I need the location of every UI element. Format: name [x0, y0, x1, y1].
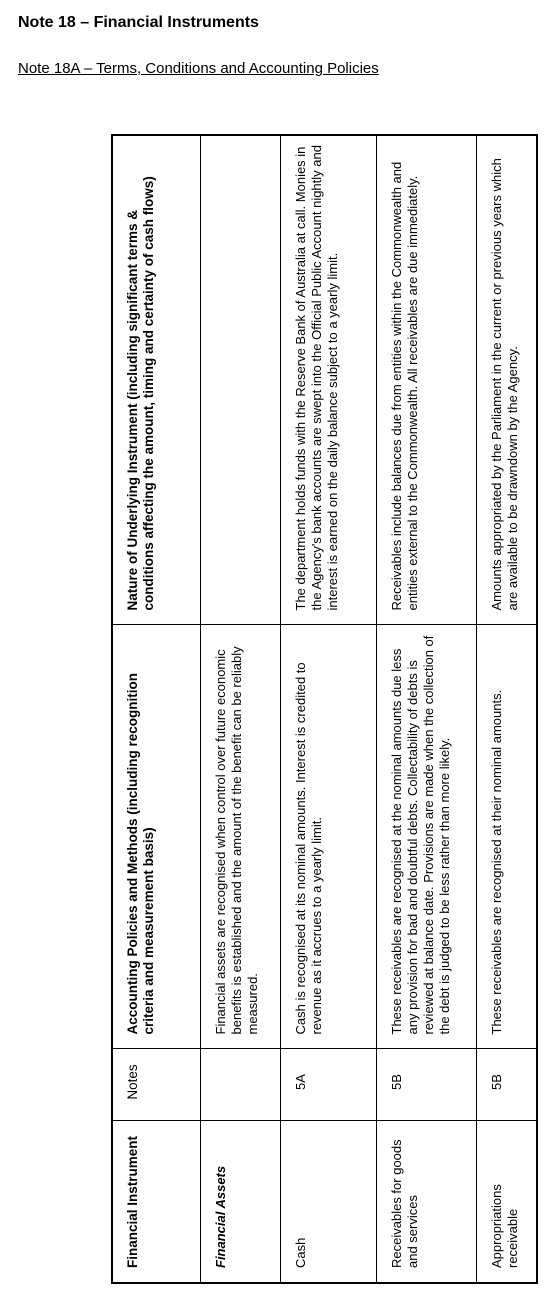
nature-cell: Receivables include balances due from entities within the Commonwealth and entities external to the Commonwealth. All receivables are due immediately. — [376, 135, 476, 625]
notes-cell: 5B — [376, 1049, 476, 1121]
financial-instruments-table — [111, 134, 538, 1284]
notes-cell: 5B — [476, 1049, 537, 1121]
table-row — [200, 135, 280, 1283]
instrument-cell: Appropriations receivable — [476, 1121, 537, 1283]
table-row — [376, 135, 476, 1283]
header-nature-of-instrument: Nature of Underlying Instrument (including significant terms & conditions affecting the amount, timing and certainty of cash flows) — [112, 135, 200, 625]
nature-cell: The department holds funds with the Reserve Bank of Australia at call. Monies in the Agency's bank accounts are swept into the Official Public Account nightly and interest is earned on the daily balance subject to a yearly limit. — [280, 135, 376, 625]
notes-cell — [200, 1049, 280, 1121]
header-financial-instrument: Financial Instrument — [112, 1121, 200, 1283]
financial-instruments-table-container — [111, 136, 536, 1284]
policies-cell: Cash is recognised at its nominal amounts. Interest is credited to revenue as it accrues to a yearly limit. — [280, 625, 376, 1049]
policies-cell: These receivables are recognised at their nominal amounts. — [476, 625, 537, 1049]
page-title: Note 18 – Financial Instruments — [18, 14, 259, 31]
header-notes: Notes — [112, 1049, 200, 1121]
page-subtitle: Note 18A – Terms, Conditions and Accounting Policies — [18, 60, 379, 77]
table-row — [476, 135, 537, 1283]
table-row — [280, 135, 376, 1283]
instrument-cell: Receivables for goods and services — [376, 1121, 476, 1283]
header-accounting-policies: Accounting Policies and Methods (including recognition criteria and measurement basis) — [112, 625, 200, 1049]
policies-cell: Financial assets are recognised when control over future economic benefits is established and the amount of the benefit can be reliably measured. — [200, 625, 280, 1049]
nature-cell — [200, 135, 280, 625]
nature-cell: Amounts appropriated by the Parliament in the current or previous years which are available to be drawndown by the Agency. — [476, 135, 537, 625]
instrument-cell: Cash — [280, 1121, 376, 1283]
notes-cell: 5A — [280, 1049, 376, 1121]
instrument-cell: Financial Assets — [200, 1121, 280, 1283]
policies-cell: These receivables are recognised at the nominal amounts due less any provision for bad and doubtful debts. Collectability of debts is reviewed at balance date. Provisions are made when the collection of the debt is judged to be less rather than more likely. — [376, 625, 476, 1049]
table-header-row — [112, 135, 200, 1283]
